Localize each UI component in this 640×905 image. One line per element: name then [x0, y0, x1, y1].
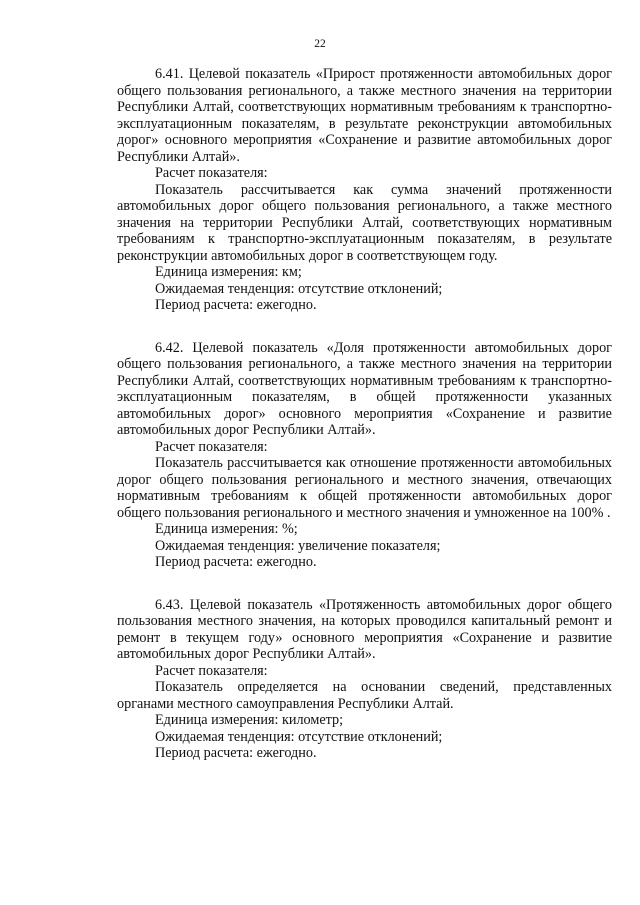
unit-line: Единица измерения: км;: [155, 264, 302, 280]
indicator-section-6-42: [117, 340, 612, 571]
calculation-label: Расчет показателя:: [155, 662, 268, 679]
calculation-text: Показатель рассчитывается как сумма значений протяженности автомобильных дорог общего пользования регионального, а также местного значения на территории Республики Алтай, соответствующих нормативным требованиям к транспортно-эксплуатационным показателям, в результате реконструкции автомобильных дорог в соответствующем году.: [117, 181, 612, 264]
period-line: Период расчета: ежегодно.: [155, 745, 317, 761]
document-body: [117, 66, 612, 788]
indicator-heading: 6.41. Целевой показатель «Прирост протяженности автомобильных дорог общего пользования регионального, а также местного значения на территории Республики Алтай, соответствующих нормативным требованиям к транспортно-эксплуатационным показателям, в результате реконструкции автомобильных дорог» основного мероприятия «Сохранение и развитие автомобильных дорог Республики Алтай».: [117, 66, 612, 165]
indicator-heading: 6.42. Целевой показатель «Доля протяженности автомобильных дорог общего пользования регионального, а также местного значения на территории Республики Алтай, соответствующих нормативным требованиям к транспортно-эксплуатационным показателям, в общей протяженности указанных автомобильных дорог» основного мероприятия «Сохранение и развитие автомобильных дорог Республики Алтай».: [117, 339, 612, 438]
calculation-label: Расчет показателя:: [155, 165, 268, 181]
indicator-heading: 6.43. Целевой показатель «Протяженность автомобильных дорог общего пользования местного значения, на которых проводился капитальный ремонт и ремонт в текущем году» основного мероприятия «Сохранение и развитие автомобильных дорог Республики Алтай».: [117, 596, 612, 662]
calculation-text: Показатель рассчитывается как отношение протяженности автомобильных дорог общего пользования регионального и местного значения, отвечающих нормативным требованиям к общей протяженности автомобильных дорог общего пользования регионального и местного значения и умноженное на 100% .: [117, 455, 612, 521]
calculation-label: Расчет показателя:: [155, 438, 268, 455]
period-line: Период расчета: ежегодно.: [155, 297, 317, 313]
trend-line: Ожидаемая тенденция: увеличение показателя;: [155, 537, 441, 554]
page-number: 22: [314, 38, 326, 50]
indicator-section-6-41: [117, 66, 612, 314]
trend-line: Ожидаемая тенденция: отсутствие отклонений;: [155, 728, 443, 745]
period-line: Период расчета: ежегодно.: [155, 554, 317, 570]
indicator-section-6-43: [117, 597, 612, 762]
unit-line: Единица измерения: %;: [155, 521, 298, 537]
unit-line: Единица измерения: километр;: [155, 712, 344, 728]
calculation-text: Показатель определяется на основании сведений, представленных органами местного самоуправления Республики Алтай.: [117, 679, 612, 712]
trend-line: Ожидаемая тенденция: отсутствие отклонений;: [155, 280, 443, 297]
